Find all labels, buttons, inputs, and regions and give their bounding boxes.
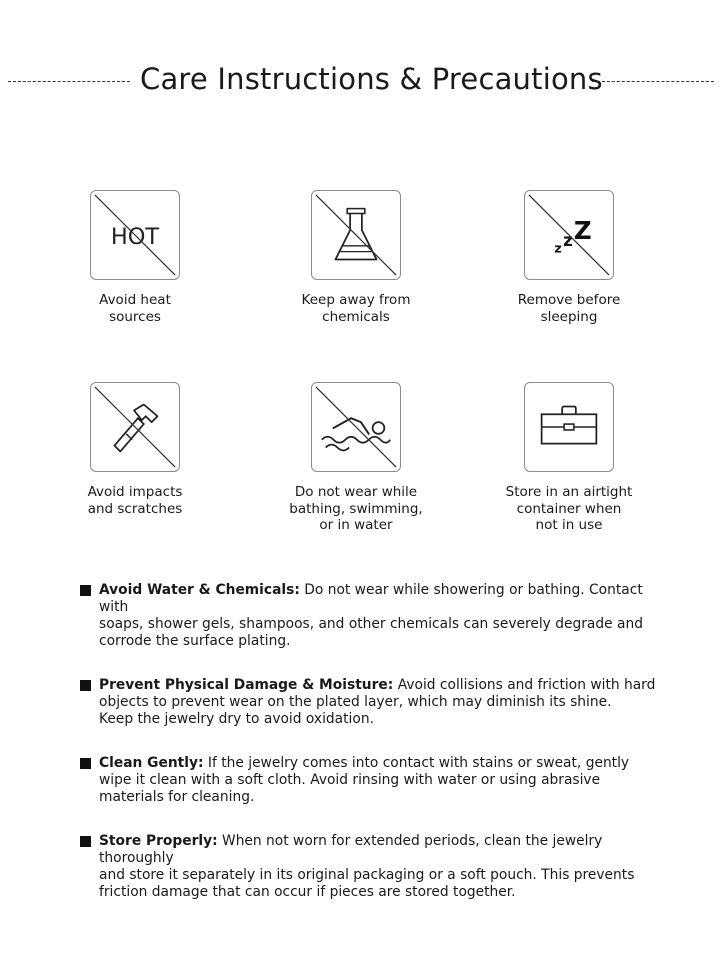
bullet-square xyxy=(80,585,91,596)
caption-sleeping: Remove before sleeping xyxy=(517,292,621,325)
note-line: Keep the jewelry dry to avoid oxidation. xyxy=(99,711,374,727)
no-swimming-icon xyxy=(311,382,401,472)
note-line: objects to prevent wear on the plated layer, which may diminish its shine. xyxy=(99,694,612,710)
svg-text:z: z xyxy=(554,240,562,256)
title-divider-left xyxy=(8,81,130,82)
note-line: wipe it clean with a soft cloth. Avoid rinsing with water or using abrasive xyxy=(99,772,601,788)
title-divider-right xyxy=(592,81,714,82)
note-line: Avoid collisions and friction with hard xyxy=(397,677,656,693)
note-line: If the jewelry comes into contact with stains or sweat, gently xyxy=(207,755,630,771)
care-item-storage xyxy=(469,382,669,534)
note-physical-damage xyxy=(80,677,660,728)
note-line: Do not wear while showering or bathing. Contact with xyxy=(99,582,643,615)
hot-label: HOT xyxy=(110,223,160,250)
page-title: Care Instructions & Precautions xyxy=(140,62,603,96)
note-title: Store Properly: xyxy=(99,833,218,849)
note-title: Avoid Water & Chemicals: xyxy=(99,582,300,598)
care-item-heat xyxy=(35,190,235,325)
no-impact-icon xyxy=(90,382,180,472)
note-line: When not worn for extended periods, clean the jewelry thoroughly xyxy=(99,833,603,866)
care-item-sleeping xyxy=(469,190,669,325)
bullet-square xyxy=(80,836,91,847)
care-item-swimming xyxy=(256,382,456,534)
caption-heat: Avoid heat sources xyxy=(99,292,171,325)
no-chemicals-icon xyxy=(311,190,401,280)
bullet-square xyxy=(80,680,91,691)
no-heat-icon xyxy=(90,190,180,280)
note-store-properly xyxy=(80,833,660,901)
bullet-square xyxy=(80,758,91,769)
note-line: soaps, shower gels, shampoos, and other chemicals can severely degrade and xyxy=(99,616,643,632)
caption-swimming: Do not wear while bathing, swimming, or in water xyxy=(289,484,423,533)
svg-text:Z: Z xyxy=(573,215,592,245)
note-title: Prevent Physical Damage & Moisture: xyxy=(99,677,394,693)
storage-box-icon xyxy=(524,382,614,472)
caption-impact: Avoid impacts and scratches xyxy=(87,484,183,517)
title-row xyxy=(0,62,720,102)
caption-chemicals: Keep away from chemicals xyxy=(301,292,411,325)
care-notes xyxy=(80,582,660,928)
note-line: corrode the surface plating. xyxy=(99,633,291,649)
note-water-chemicals xyxy=(80,582,660,650)
note-line: and store it separately in its original packaging or a soft pouch. This prevents xyxy=(99,867,635,883)
note-line: materials for cleaning. xyxy=(99,789,255,805)
caption-storage: Store in an airtight container when not in use xyxy=(505,484,633,533)
no-sleeping-icon xyxy=(524,190,614,280)
svg-text:z: z xyxy=(563,230,573,250)
care-item-impact xyxy=(35,382,235,517)
note-line: friction damage that can occur if pieces are stored together. xyxy=(99,884,516,900)
note-clean-gently xyxy=(80,755,660,806)
care-item-chemicals xyxy=(256,190,456,325)
note-title: Clean Gently: xyxy=(99,755,204,771)
